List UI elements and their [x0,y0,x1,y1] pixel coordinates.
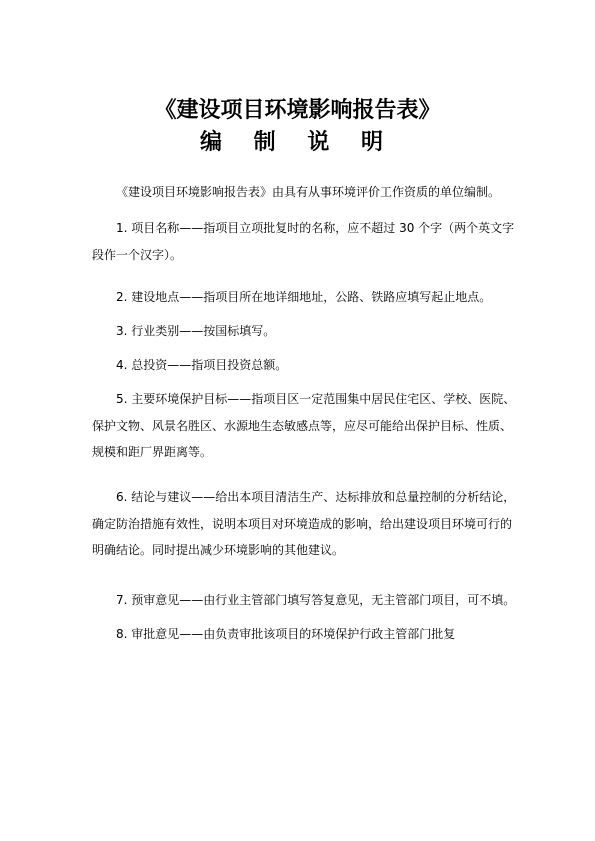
list-item [92,352,522,379]
list-item [92,318,522,345]
intro-paragraph [92,179,522,206]
item-text: 7. 预审意见——由行业主管部门填写答复意见，无主管部门项目，可不填。 [116,593,516,607]
list-item [92,587,522,614]
intro-text: 《建设项目环境影响报告表》由具有从事环境评价工作资质的单位编制。 [116,185,501,199]
item-text: 2. 建设地点——指项目所在地详细地址，公路、铁路应填写起止地点。 [116,290,492,304]
list-item [92,621,522,648]
list-item [92,284,522,311]
document-subtitle: 编 制 说 明 [200,129,395,155]
list-item [92,215,522,268]
document-title: 《建设项目环境影响报告表》 [154,97,441,123]
item-text: 6. 结论与建议——给出本项目清洁生产、达标排放和总量控制的分析结论，确定防治措施有效性，说明本项目对环境造成的影响，给出建设项目环境可行的明确结论。同时提出减少环境影响的其他建议。 [92,490,516,557]
list-item [92,484,522,564]
item-text: 1. 项目名称——指项目立项批复时的名称，应不超过 30 个字（两个英文字段作一个汉字）。 [92,221,515,262]
item-text: 5. 主要环境保护目标——指项目区一定范围集中居民住宅区、学校、医院、保护文物、风景名胜区、水源地生态敏感点等，应尽可能给出保护目标、性质、规模和距厂界距离等。 [92,392,516,459]
item-text: 4. 总投资——指项目投资总额。 [116,358,288,372]
item-text: 8. 审批意见——由负责审批该项目的环境保护行政主管部门批复 [116,627,456,641]
list-item [92,386,522,466]
item-text: 3. 行业类别——按国标填写。 [116,324,276,338]
